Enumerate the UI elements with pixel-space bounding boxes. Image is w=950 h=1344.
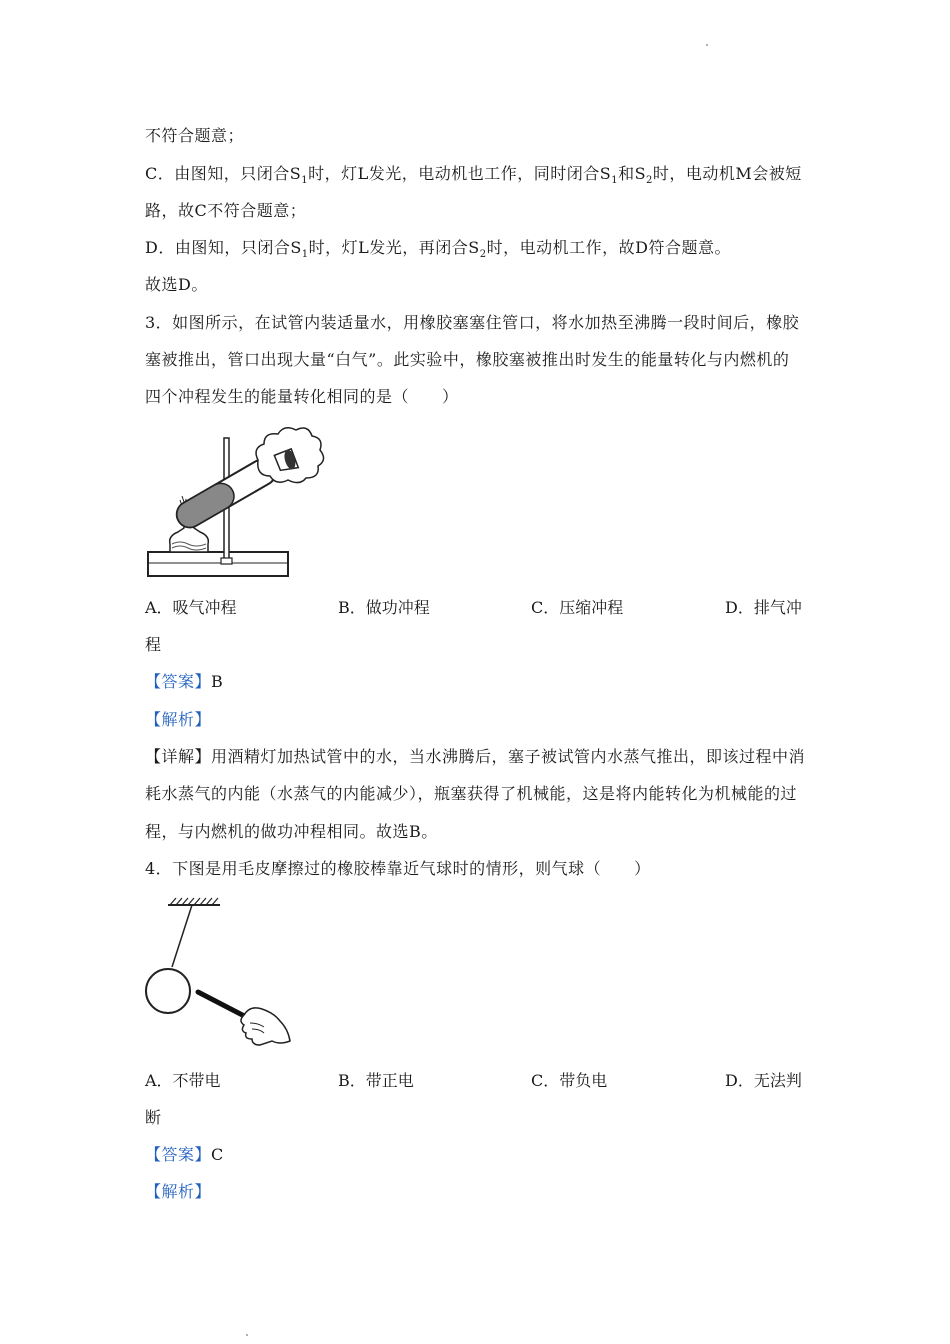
q4-stem: 4．下图是用毛皮摩擦过的橡胶棒靠近气球时的情形，则气球（ ） (145, 859, 651, 878)
text-seg: 时，电动机工作，故D符合题意。 (486, 238, 731, 257)
text-line-option-d (145, 236, 805, 267)
text-seg: 时，灯L发光，电动机也工作，同时闭合S (308, 164, 612, 183)
q3-stem-line-2: 塞被推出，管口出现大量“白气”。此实验中，橡胶塞被推出时发生的能量转化与内燃机的 (145, 350, 790, 369)
text-seg: C．由图知，只闭合S (145, 164, 302, 183)
answer-value: C (211, 1145, 224, 1164)
q4-option-c[interactable]: C．带负电 (531, 1071, 608, 1090)
q3-option-d[interactable]: D．排气冲 (725, 598, 802, 617)
answer-tag: 【答案】 (145, 1145, 212, 1164)
analysis-tag: 【解析】 (145, 1182, 212, 1201)
q3-option-c[interactable]: C．压缩冲程 (531, 598, 624, 617)
text-line-1: 不符合题意； (145, 126, 245, 145)
footer-dot (246, 1334, 248, 1336)
q4-figure-balloon-and-rod (140, 895, 300, 1055)
text-seg: 和S (618, 164, 647, 183)
q3-detail-line-2: 耗水蒸气的内能（水蒸气的内能减少），瓶塞获得了机械能，这是将内能转化为机械能的过 (145, 784, 798, 803)
q4-option-b[interactable]: B．带正电 (338, 1071, 414, 1090)
analysis-tag: 【解析】 (145, 710, 212, 729)
subscript: 2 (479, 249, 487, 261)
q3-detail-line-1 (145, 745, 805, 769)
q4-analysis-heading (145, 1180, 805, 1204)
q3-answer (145, 670, 805, 694)
text-seg: D．由图知，只闭合S (145, 238, 302, 257)
detail-tag: 【详解】 (145, 747, 212, 766)
q3-figure-test-tube-apparatus (140, 420, 330, 585)
answer-value: B (211, 672, 224, 691)
subscript: 1 (301, 175, 309, 187)
q3-option-d-wrap: 程 (145, 635, 162, 654)
q3-detail-line-3: 程，与内燃机的做功冲程相同。故选B。 (145, 822, 438, 841)
q4-option-d-wrap: 断 (145, 1108, 162, 1127)
text-line-3: 路，故C不符合题意； (145, 201, 307, 220)
detail-text: 用酒精灯加热试管中的水，当水沸腾后，塞子被试管内水蒸气推出，即该过程中消 (211, 747, 806, 766)
subscript: 1 (611, 175, 619, 187)
text-seg: 时，灯L发光，再闭合S (308, 238, 480, 257)
q4-answer (145, 1143, 805, 1167)
q3-stem-line-1: 3．如图所示，在试管内装适量水，用橡胶塞塞住管口，将水加热至沸腾一段时间后，橡胶 (145, 313, 800, 332)
subscript: 1 (301, 249, 309, 261)
subscript: 2 (646, 175, 653, 187)
q4-option-a[interactable]: A．不带电 (145, 1071, 221, 1090)
q4-option-d[interactable]: D．无法判 (725, 1071, 802, 1090)
text-line-5: 故选D。 (145, 275, 208, 294)
text-seg: 时，电动机M会被短 (652, 164, 802, 183)
q3-option-b[interactable]: B．做功冲程 (338, 598, 430, 617)
q3-stem-line-3: 四个冲程发生的能量转化相同的是（ ） (145, 387, 459, 406)
text-line-option-c (145, 162, 805, 193)
header-dot (706, 44, 708, 46)
answer-tag: 【答案】 (145, 672, 212, 691)
q3-analysis-heading (145, 708, 805, 732)
q3-option-a[interactable]: A．吸气冲程 (145, 598, 237, 617)
